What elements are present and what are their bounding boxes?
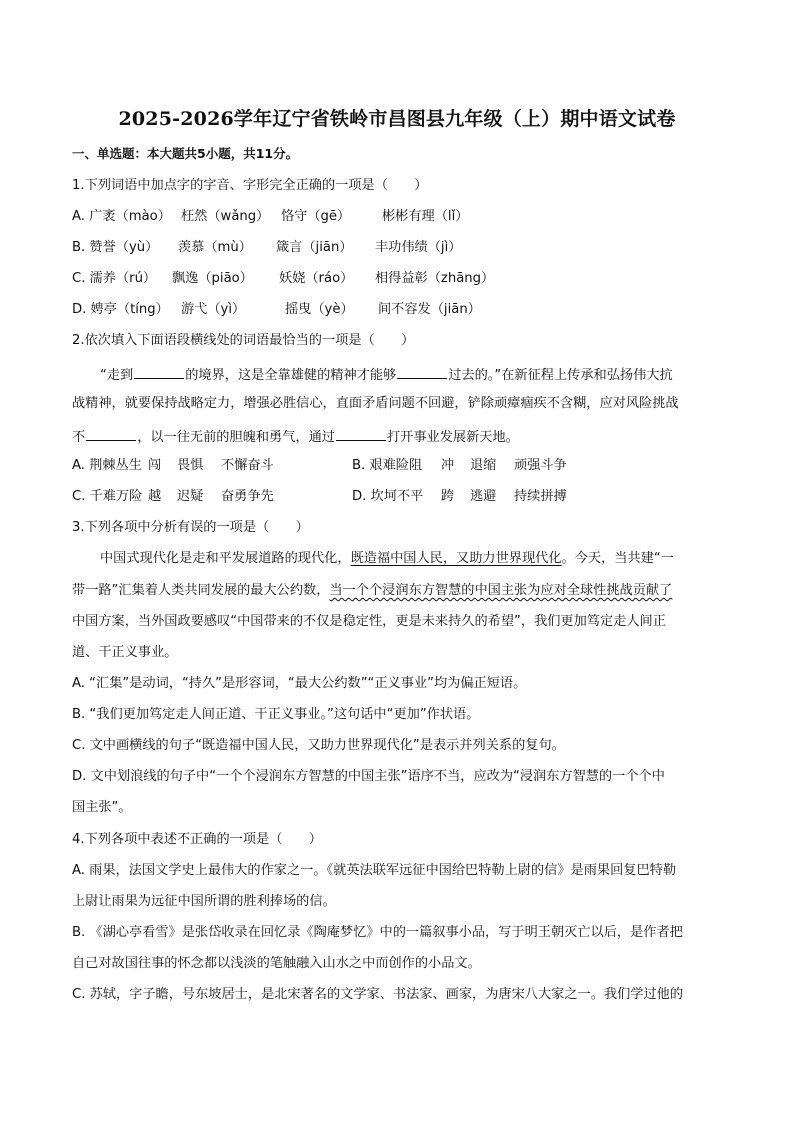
answer-blank <box>397 366 447 379</box>
q1-d-word-2: 游弋（yì） <box>181 302 246 317</box>
q2-passage-text: 的境界，这是全靠雄健的精神才能够 <box>185 368 397 383</box>
q1-a-word-2: 枉然（wǎng） <box>181 209 270 224</box>
q1-a-word-1: A. 广袤（mào） <box>72 209 171 224</box>
answer-blank <box>336 428 386 441</box>
q2-a-word-2: 闯 <box>148 458 162 473</box>
q1-b-word-1: B. 赞誉（yù） <box>72 240 159 255</box>
q1-b-word-2: 羡慕（mù） <box>178 240 252 255</box>
q1-c-word-1: C. 濡养（rú） <box>72 271 157 286</box>
q3-passage-text: 中国式现代化是走和平发展道路的现代化， <box>100 551 351 566</box>
q2-b-word-4: 顽强斗争 <box>514 458 567 473</box>
q2-a-word-1: A. 荆棘丛生 <box>72 458 142 473</box>
q3-passage-line-2 <box>72 584 672 597</box>
q2-d-word-1: D. 坎坷不平 <box>352 489 424 504</box>
exam-title: 2025-2026学年辽宁省铁岭市昌图县九年级（上）期中语文试卷 <box>118 108 676 130</box>
q2-c-word-3: 迟疑 <box>177 489 204 504</box>
q2-a-word-3: 畏惧 <box>177 458 204 473</box>
q1-b-word-3: 箴言（jiān） <box>276 240 353 255</box>
question-3-stem: 3.下列各项中分析有误的一项是（ ） <box>72 520 309 535</box>
answer-blank <box>134 366 184 379</box>
q1-d-word-3: 摇曳（yè） <box>285 302 354 317</box>
q2-passage-text: 打开事业发展新天地。 <box>387 430 519 445</box>
q3-underlined-sentence: 既造福中国人民，又助力世界现代化 <box>350 551 562 566</box>
q2-passage-text: “走到 <box>100 368 134 383</box>
q2-b-word-2: 冲 <box>441 458 455 473</box>
q2-options-ab <box>72 459 567 472</box>
q2-d-word-2: 跨 <box>441 489 455 504</box>
q1-option-a <box>72 210 468 223</box>
q3-option-d-line-2: 国主张”。 <box>72 800 132 815</box>
question-1-stem: 1.下列词语中加点字的字音、字形完全正确的一项是（ ） <box>72 178 428 193</box>
q2-d-word-3: 逃避 <box>470 489 497 504</box>
q2-passage-line-2: 战精神，就要保持战略定力，增强必胜信心，直面矛盾问题不回避，铲除顽瘴痼疾不含糊，应对风险挑战 <box>72 396 679 411</box>
q2-passage-text: ，以一往无前的胆魄和勇气，通过 <box>137 430 335 445</box>
q2-c-word-4: 奋勇争先 <box>221 489 274 504</box>
q2-c-word-2: 越 <box>148 489 162 504</box>
q2-a-word-4: 不懈奋斗 <box>221 458 274 473</box>
q3-wavy-underlined-sentence: 当一个个浸润东方智慧的中国主张为应对全球性挑战贡献了 <box>329 583 673 598</box>
q1-a-word-3: 恪守（gē） <box>281 209 351 224</box>
q2-c-word-1: C. 千难万险 <box>72 489 143 504</box>
q4-option-a-line-1: A. 雨果，法国文学史上最伟大的作家之一。《就英法联军远征中国给巴特勒上尉的信》是雨果回复巴特勒 <box>72 863 677 878</box>
q3-passage-line-1 <box>100 552 674 565</box>
q1-b-word-4: 丰功伟绩（jì） <box>375 240 462 255</box>
q2-passage-line-1 <box>100 366 673 382</box>
q1-d-word-1: D. 娉亭（tíng） <box>72 302 169 317</box>
q1-a-word-4: 彬彬有理（lǐ） <box>382 209 469 224</box>
question-4-stem: 4.下列各项中表述不正确的一项是（ ） <box>72 832 322 847</box>
q2-d-word-4: 持续拼搏 <box>514 489 567 504</box>
q3-option-b: B. “我们更加笃定走人间正道、干正义事业。”这句话中“更加”作状语。 <box>72 707 480 722</box>
question-2-stem: 2.依次填入下面语段横线处的词语最恰当的一项是（ ） <box>72 333 415 348</box>
q1-option-c <box>72 272 494 285</box>
q2-b-word-1: B. 艰难险阻 <box>352 458 423 473</box>
answer-blank <box>86 428 136 441</box>
q3-passage-text: 带一路”汇集着人类共同发展的最大公约数， <box>72 583 330 598</box>
q2-passage-line-3 <box>72 428 519 444</box>
q1-c-word-3: 妖娆（ráo） <box>279 271 354 286</box>
q3-passage-text: 。今天，当共建“一 <box>561 551 674 566</box>
q1-option-d <box>72 303 481 316</box>
q3-option-a: A. “汇集”是动词，“持久”是形容词，“最大公约数”“正义事业”均为偏正短语。 <box>72 676 527 691</box>
q4-option-c-line-1: C. 苏轼，字子瞻，号东坡居士，是北宋著名的文学家、书法家、画家，为唐宋八大家之一。我们学过他的 <box>72 987 684 1002</box>
q2-passage-text: 不 <box>72 430 86 445</box>
q4-option-b-line-1: B. 《湖心亭看雪》是张岱收录在回忆录《陶庵梦忆》中的一篇叙事小品，写于明王朝灭亡以后，是作者把 <box>72 925 683 940</box>
q1-c-word-4: 相得益彰（zhāng） <box>375 271 495 286</box>
q3-passage-line-3: 中国方案，当外国政要感叹“中国带来的不仅是稳定性，更是未来持久的希望”，我们更加笃定走人间正 <box>72 614 666 629</box>
q1-option-b <box>72 241 461 254</box>
q3-option-d-line-1: D. 文中划浪线的句子中“一个个浸润东方智慧的中国主张”语序不当，应改为“浸润东方智慧的一个个中 <box>72 769 665 784</box>
q2-options-cd <box>72 490 567 503</box>
q1-c-word-2: 飘逸（piāo） <box>172 271 253 286</box>
q2-passage-text: 过去的。”在新征程上传承和弘扬伟大抗 <box>448 368 673 383</box>
q1-d-word-4: 间不容发（jiān） <box>378 302 481 317</box>
q4-option-b-line-2: 自己对故国往事的怀念都以浅淡的笔触融入山水之中而创作的小品文。 <box>72 956 481 971</box>
q2-b-word-3: 退缩 <box>470 458 497 473</box>
q3-option-c: C. 文中画横线的句子“既造福中国人民，又助力世界现代化”是表示并列关系的复句。 <box>72 738 565 753</box>
section-heading: 一、单选题：本大题共5小题，共11分。 <box>72 146 299 161</box>
q4-option-a-line-2: 上尉让雨果为远征中国所谓的胜利捧场的信。 <box>72 894 336 909</box>
q3-passage-line-4: 道、干正义事业。 <box>72 645 178 660</box>
